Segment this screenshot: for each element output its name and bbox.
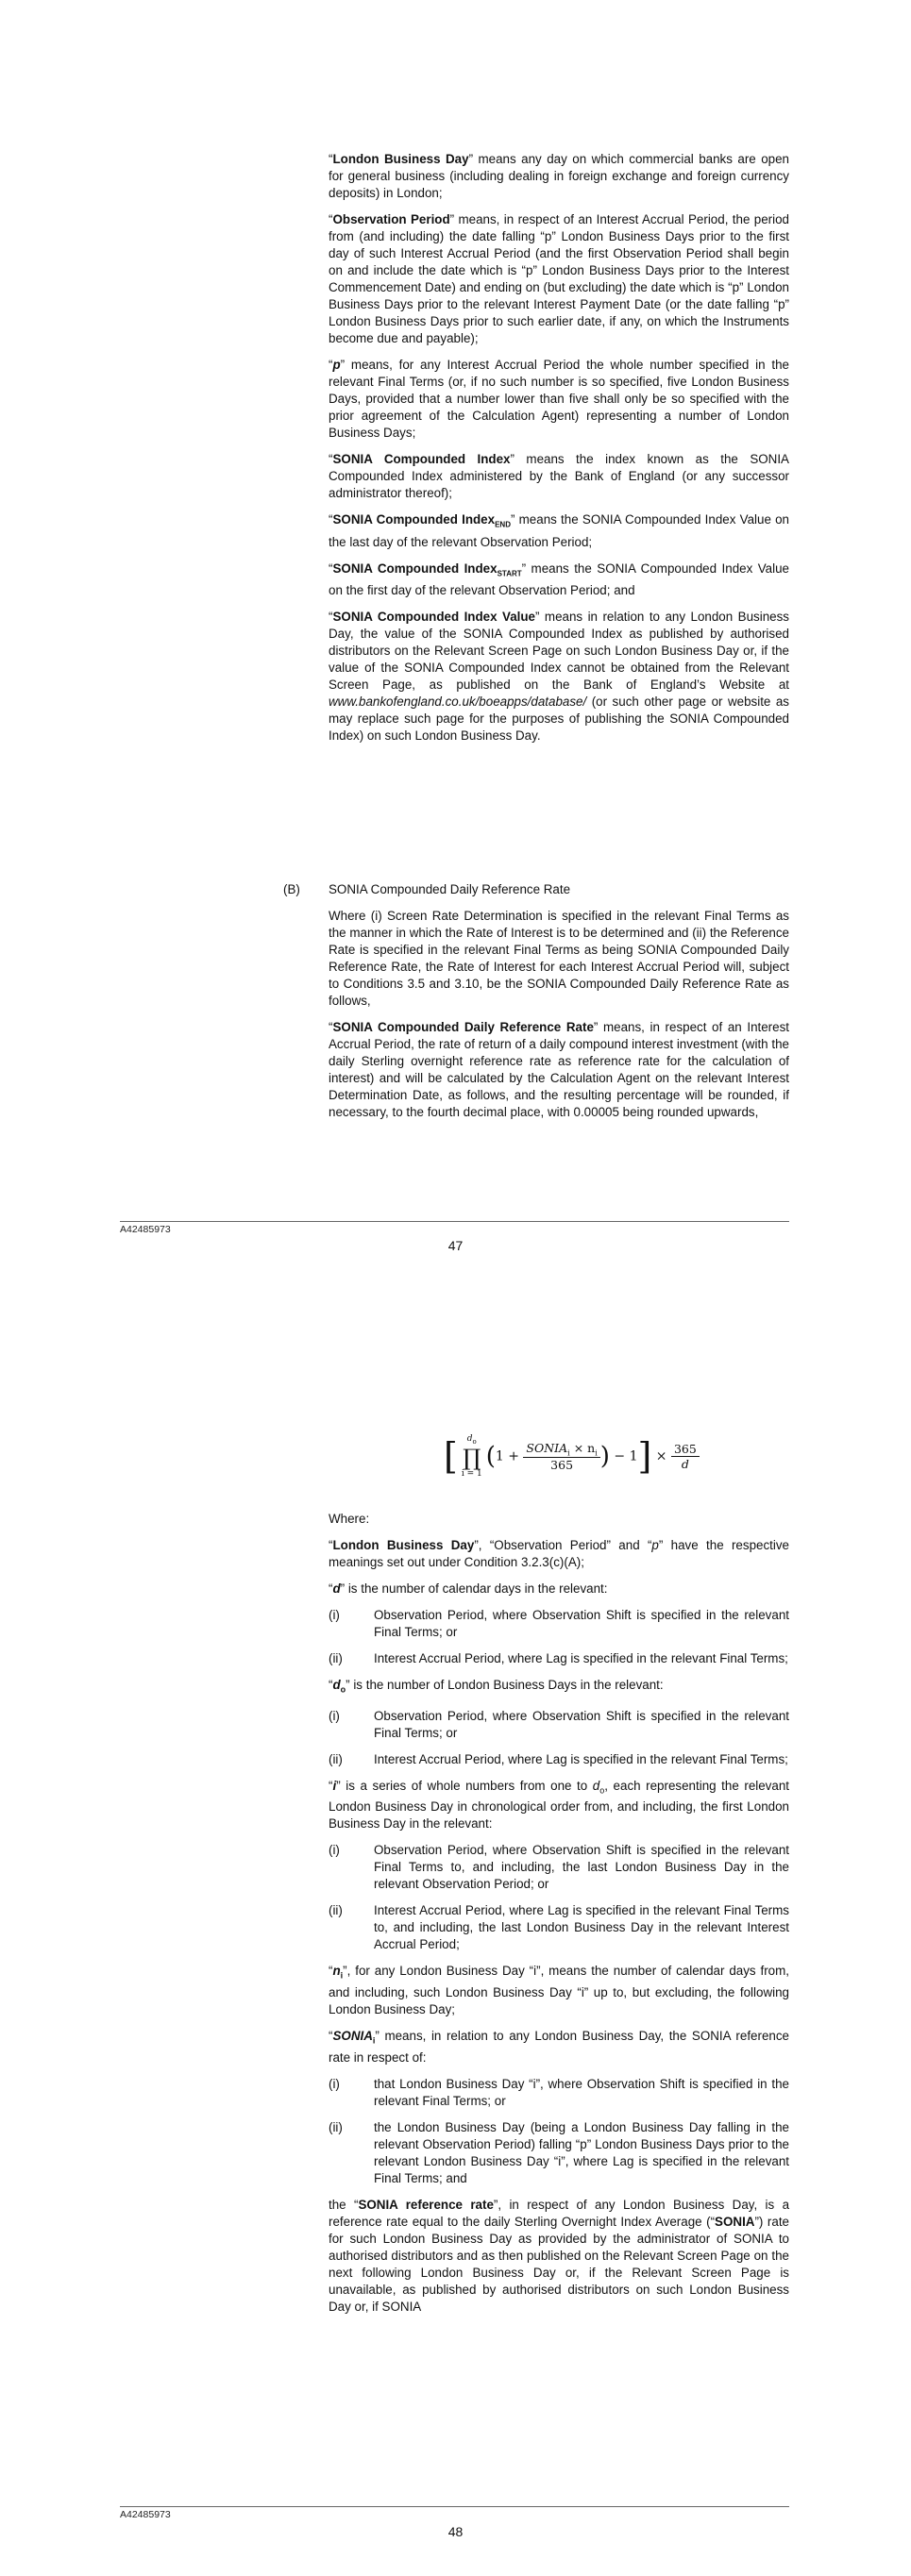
definition-observation-period: “Observation Period” means, in respect of an Interest Accrual Period, the period from (and including) the date falling “p” London Business Days prior to the first day of such Interest Accrual Period (and the first Observation Period shall begin on and include the date which is “p” London Business Days prior to the Interest Commencement Date) and ending on (but excluding) the date which is “p” London Business Days prior to the relevant Interest Payment Date (or the date falling “p” London Business Days prior to such earlier date, if any, on which the Instruments become due and payable); (329, 212, 789, 345)
footer-rule (120, 2506, 789, 2507)
definition-sonia-compounded-daily-reference-rate: “SONIA Compounded Daily Reference Rate” means, in respect of an Interest Accrual Period, the rate of return of a daily compound interest investment (with the daily Sterling overnight reference rate as reference rate for the calculation of interest) and will be calculated by the Calculation Agent on the relevant Interest Determination Date, as follows, and the resulting percentage will be rounded, if necessary, to the fourth decimal place, with 0.00005 being rounded upwards, (329, 1020, 790, 1119)
defined-term: London Business Day (332, 152, 469, 166)
defined-term: SONIA Compounded Index (332, 452, 511, 466)
defined-term: SONIA Compounded Index Value (332, 610, 535, 625)
definitions-block (329, 151, 789, 754)
defined-term: SONIA Compounded Index (332, 560, 498, 576)
defined-term: d (332, 1581, 341, 1596)
screen-rate-paragraph: Where (i) Screen Rate Determination is specified in the relevant Final Terms as the manner in which the Rate of Interest is to be determined and (ii) the Reference Rate is specified in the relevant Final Terms as being SONIA Compounded Daily Reference Rate, the Rate of Interest for each Interest Accrual Period will, subject to Conditions 3.5 and 3.10, be the SONIA Compounded Daily Reference Rate as follows, (329, 909, 789, 1008)
boe-website-url: www.bankofengland.co.uk/boeapps/database/ (329, 694, 587, 710)
document-reference: A42485973 (120, 1224, 171, 1235)
definition-p: “p” means, for any Interest Accrual Period the whole number specified in the relevant Final Terms (or, if no such number is so specified, five London Business Days, provided that a number lower than five shall only be so specified with the prior agreement of the Calculation Agent) representing a number of London Business Days; (329, 358, 789, 440)
product-operator: $d_o$ ∏ i = 1 (461, 1434, 482, 1479)
definition-ni: “$n_i$”, for any London Business Day “i”, means the number of calendar days from, and including, such London Business Day “i” up to, but excluding, the following London Business Day; (329, 1964, 789, 2017)
page-number: 48 (447, 2524, 464, 2539)
defined-term: n (332, 1964, 341, 1979)
section-b-heading (283, 881, 570, 898)
definition-do: “$d_o$” is the number of London Business Days in the relevant: (329, 1678, 664, 1695)
where-label: Where: (329, 1512, 370, 1526)
compounding-formula: [ $d_o$ ∏ i = 1 (1 + $\frac{SONIA_i \times n_i}{365}$ ) − 1] × $\frac{365}{d}$ (444, 1434, 700, 1479)
list-item: (i) Observation Period, where Observation Shift is specified in the relevant Final Terms; or (329, 1708, 789, 1740)
page-number: 47 (447, 1238, 464, 1253)
document-reference: A42485973 (120, 2509, 171, 2520)
definition-d: “d” is the number of calendar days in the relevant: (329, 1581, 608, 1596)
definition-sonia-reference-rate: the “SONIA reference rate”, in respect of any London Business Day, is a reference rate equal to the daily Sterling Overnight Index Average (“SONIA”) rate for such London Business Day as provided by the administrator of SONIA to authorised distributors and as then published on the Relevant Screen Page on the next following London Business Day or, if the Relevant Screen Page is unavailable, as published by authorised distributors on such London Business Day or, if SONIA (329, 2197, 790, 2314)
defined-term: SONIA Compounded Index (332, 512, 496, 527)
defined-term: i (332, 1778, 337, 1793)
list-item: (ii) Interest Accrual Period, where Lag is specified in the relevant Final Terms; (329, 1751, 788, 1766)
definition-london-business-day: “London Business Day” means any day on which commercial banks are open for general business (including dealing in foreign exchange and foreign currency deposits) in London; (329, 152, 789, 200)
definition-i: “i” is a series of whole numbers from one to $d_o$, each representing the relevant London Business Day in chronological order from, and including, the first London Business Day in the relevant: (329, 1778, 789, 1832)
definition-sonia-compounded-index: “SONIA Compounded Index” means the index known as the SONIA Compounded Index administered by the Bank of England (or any successor administrator thereof); (329, 452, 789, 500)
definition-terms-reference: “London Business Day”, “Observation Period” and “p” have the respective meanings set out under Condition 3.2.3(c)(A); (329, 1538, 789, 1569)
list-item: (i) that London Business Day “i”, where Observation Shift is specified in the relevant Final Terms; or (329, 2076, 789, 2108)
section-b-body (329, 908, 789, 1130)
definition-sonia-i: “$SONIA_i$” means, in relation to any London Business Day, the SONIA reference rate in respect of: (329, 2029, 789, 2065)
sonia-fraction: $\frac{SONIA_i \times n_i}{365}$ (523, 1441, 599, 1473)
list-item: (i) Observation Period, where Observation Shift is specified in the relevant Final Terms; or (329, 1608, 789, 1639)
defined-term: Observation Period (332, 212, 450, 226)
formula-definitions (329, 1511, 789, 2325)
list-item: (ii) Interest Accrual Period, where Lag is specified in the relevant Final Terms; (329, 1651, 788, 1665)
page-48 (0, 1288, 911, 2576)
definition-sonia-index-end: “SONIA Compounded Index$_{END}$” means the SONIA Compounded Index Value on the last day of the relevant Observation Period; (329, 512, 790, 549)
footer-rule (120, 1221, 789, 1222)
list-item: (ii) Interest Accrual Period, where Lag is specified in the relevant Final Terms to, and including, the last London Business Day in the relevant Interest Accrual Period; (329, 1903, 789, 1952)
list-item: (i) Observation Period, where Observation Shift is specified in the relevant Final Terms to, and including, the last London Business Day in the relevant Observation Period; or (329, 1843, 789, 1892)
list-item: (ii) the London Business Day (being a London Business Day falling in the relevant Observation Period) falling “p” London Business Days prior to the relevant London Business Day “i”, where Lag is specified in the relevant Final Terms; and (329, 2119, 789, 2185)
defined-term: p (332, 358, 341, 372)
section-label: (B) (283, 882, 300, 896)
definition-sonia-index-start: “SONIA Compounded Index$_{START}$” means the SONIA Compounded Index Value on the first day of the relevant Observation Period; and (329, 560, 790, 598)
section-title: SONIA Compounded Daily Reference Rate (329, 882, 571, 896)
definition-sonia-index-value: “SONIA Compounded Index Value” means in relation to any London Business Day, the value of the SONIA Compounded Index as published by authorised distributors on the Relevant Screen Page on such London Business Day or, if the value of the SONIA Compounded Index cannot be obtained from the Relevant Screen Page, as published on the Bank of England’s Website at www.bankofengland.co.uk/boeapps/database/ (or such other page or website as may replace such page for the purposes of publishing the SONIA Compounded Index) on such London Business Day. (329, 610, 789, 744)
defined-term: SONIA reference rate (358, 2197, 494, 2212)
defined-term: SONIA (332, 2029, 373, 2044)
defined-term: SONIA Compounded Daily Reference Rate (332, 1020, 594, 1034)
defined-term: d (332, 1678, 341, 1692)
defined-term: London Business Day (332, 1538, 475, 1552)
day-count-fraction: $\frac{365}{d}$ (671, 1442, 700, 1471)
